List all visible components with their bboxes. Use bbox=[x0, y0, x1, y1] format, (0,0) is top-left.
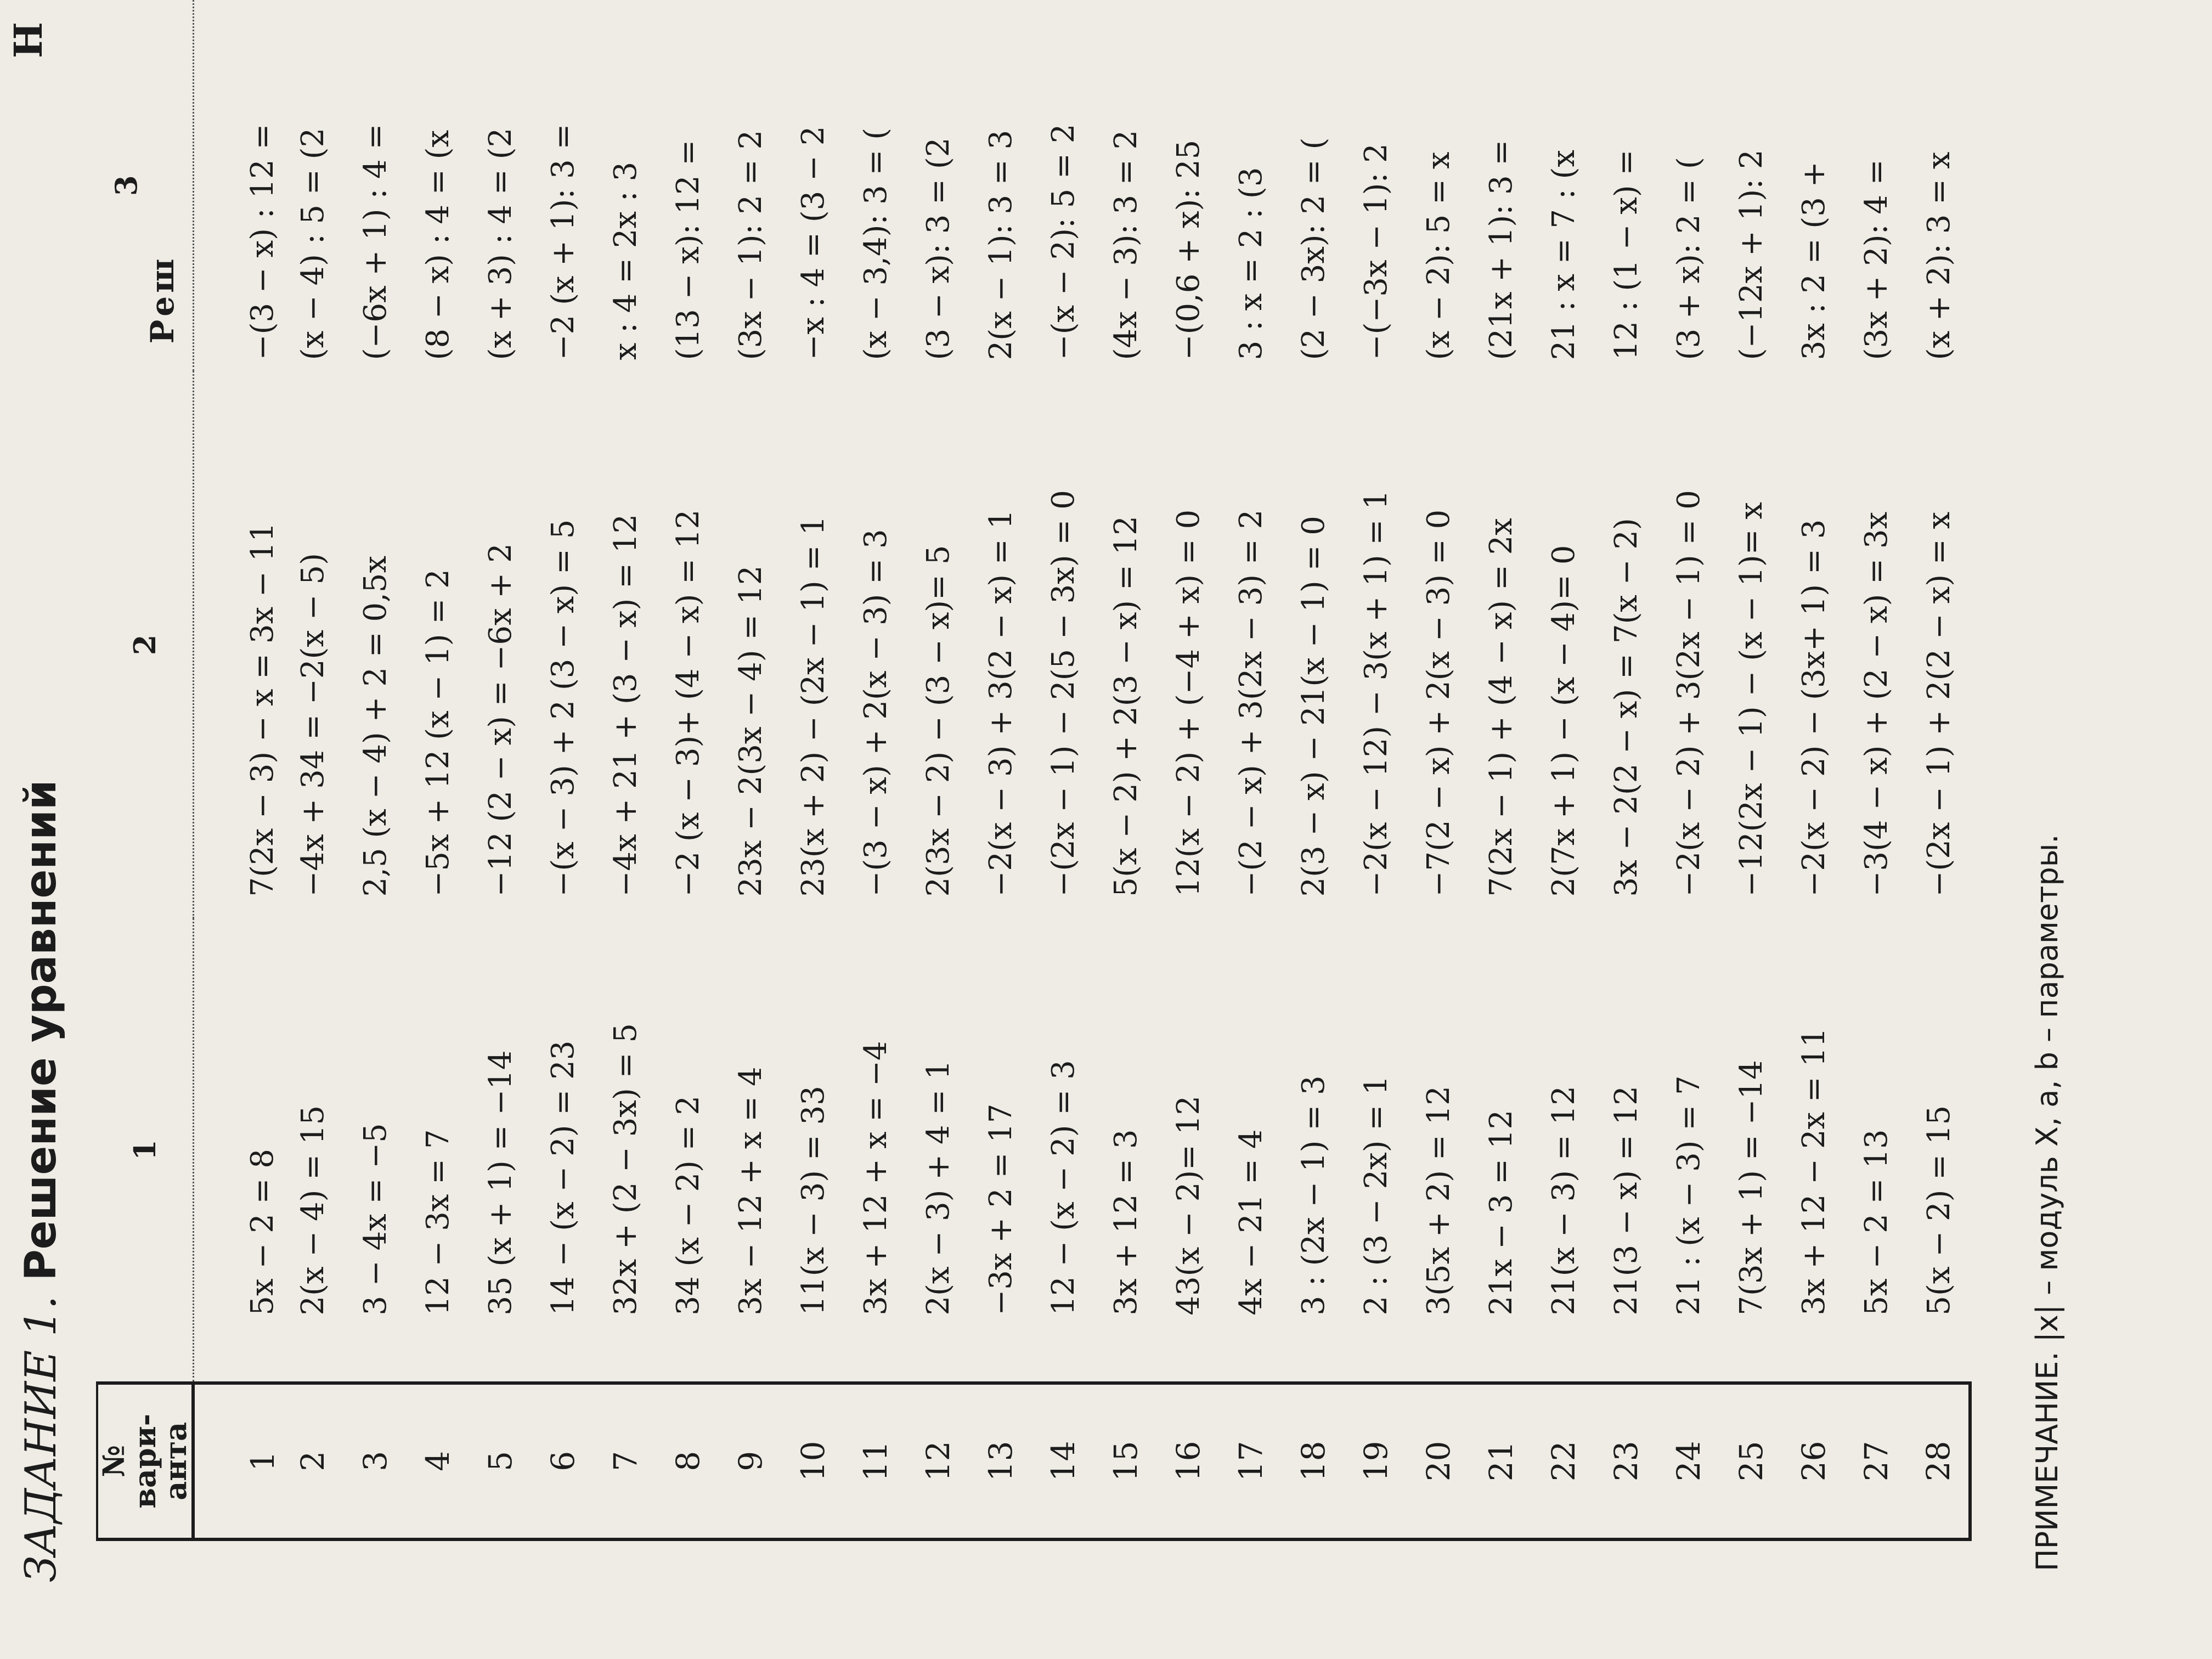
equation-col-2: −3(4 − x) + (2 − x) = 3x bbox=[1858, 511, 1894, 897]
table-row bbox=[1657, 0, 1720, 1539]
table-row bbox=[1407, 0, 1470, 1539]
variant-number: 23 bbox=[1595, 1383, 1657, 1539]
table-row bbox=[1094, 0, 1157, 1539]
equation-col-3: (x − 2): 5 = x bbox=[1420, 151, 1457, 360]
equation-col-1: 21x − 3 = 12 bbox=[1483, 1109, 1519, 1316]
equation-col-3: (x + 2): 3 = x bbox=[1921, 151, 1957, 360]
column-2-header: 2 bbox=[97, 371, 193, 918]
equation-col-3: −2 (x + 1): 3 = bbox=[545, 123, 581, 360]
equation-col-2: 12(x − 2) + (−4 + x) = 0 bbox=[1170, 509, 1206, 897]
variant-number: 16 bbox=[1157, 1383, 1220, 1539]
table-row bbox=[1157, 0, 1220, 1539]
equation-col-3: (x − 4) : 5 = (2 bbox=[295, 127, 331, 360]
table-row bbox=[1032, 0, 1094, 1539]
equation-col-3: (x + 3) : 4 = (2 bbox=[482, 127, 518, 360]
equation-col-1: 11(x − 3) = 33 bbox=[795, 1086, 831, 1316]
equation-col-2: −(2x − 1) − 2(5 − 3x) = 0 bbox=[1045, 490, 1081, 897]
equation-col-3: (3 + x): 2 = ( bbox=[1671, 157, 1707, 360]
variant-number: 6 bbox=[532, 1383, 594, 1539]
equation-col-3: −(x − 2): 5 = 2 bbox=[1045, 123, 1081, 360]
equation-col-3: (21x + 1): 3 = bbox=[1483, 139, 1519, 360]
equation-col-3: −(0,6 + x): 25 bbox=[1170, 139, 1206, 360]
equation-col-3: (8 − x) : 4 = (x bbox=[420, 129, 456, 360]
column-3-subheader: Реш bbox=[143, 255, 181, 344]
equation-col-1: 3(5x + 2) = 12 bbox=[1420, 1086, 1457, 1316]
variant-number: 18 bbox=[1282, 1383, 1345, 1539]
variant-number: 12 bbox=[907, 1383, 969, 1539]
variant-number: 11 bbox=[844, 1383, 907, 1539]
equation-col-1: 3x − 12 + x = 4 bbox=[732, 1066, 769, 1316]
variant-number: 4 bbox=[407, 1383, 469, 1539]
table-row bbox=[969, 0, 1032, 1539]
table-row bbox=[594, 0, 657, 1539]
equation-col-3: (−12x + 1): 2 bbox=[1733, 149, 1769, 360]
variant-number: 2 bbox=[281, 1383, 344, 1539]
equation-col-2: −7(2 − x) + 2(x − 3) = 0 bbox=[1420, 509, 1457, 897]
equation-col-1: 35 (x + 1) = −14 bbox=[482, 1050, 518, 1316]
variant-number: 21 bbox=[1470, 1383, 1532, 1539]
equation-col-3: (2 − 3x): 2 = ( bbox=[1295, 137, 1331, 360]
variant-number: 28 bbox=[1908, 1383, 1970, 1539]
equation-col-2: −12(2x − 1) − (x − 1)= x bbox=[1733, 501, 1769, 897]
table-row bbox=[281, 0, 344, 1539]
column-1-header: 1 bbox=[97, 918, 193, 1383]
equation-col-1: 32x + (2 − 3x) = 5 bbox=[607, 1023, 644, 1316]
variant-number-header: № вари- анта bbox=[97, 1383, 193, 1539]
equation-col-3: (−6x + 1) : 4 = bbox=[357, 123, 393, 360]
equation-col-3: −(3 − x) : 12 = bbox=[244, 123, 280, 360]
equation-col-1: 2 : (3 − 2x) = 1 bbox=[1358, 1075, 1394, 1316]
task-label: ЗАДАНИЕ 1. bbox=[16, 1295, 66, 1582]
equation-col-1: 5(x − 2) = 15 bbox=[1921, 1105, 1957, 1316]
variant-number: 15 bbox=[1094, 1383, 1157, 1539]
equation-col-2: −4x + 34 = −2(x − 5) bbox=[295, 553, 331, 897]
column-3-header: 3 Реш bbox=[97, 0, 193, 371]
table-row bbox=[1470, 0, 1532, 1539]
table-row bbox=[1282, 0, 1345, 1539]
variant-number: 25 bbox=[1720, 1383, 1782, 1539]
equation-col-1: 2(x − 3) + 4 = 1 bbox=[920, 1060, 956, 1316]
variant-number: 26 bbox=[1782, 1383, 1845, 1539]
variant-number: 9 bbox=[719, 1383, 782, 1539]
footnote: ПРИМЕЧАНИЕ. |x| – модуль X, a, b – параметры. bbox=[2030, 834, 2064, 1571]
equation-col-1: 5x − 2 = 8 bbox=[244, 1149, 280, 1316]
equation-col-3: 12 : (1 − x) = bbox=[1608, 149, 1644, 360]
equation-col-1: 12 − (x − 2) = 3 bbox=[1045, 1060, 1081, 1316]
equation-col-2: −(2 − x) + 3(2x − 3) = 2 bbox=[1233, 509, 1269, 897]
equation-col-2: 2(3x − 2) − (3 − x)= 5 bbox=[920, 545, 956, 897]
equation-col-3: 2(x − 1): 3 = 3 bbox=[983, 129, 1019, 360]
equation-col-2: −5x + 12 (x − 1) = 2 bbox=[420, 569, 456, 897]
equation-col-3: (13 − x): 12 = bbox=[670, 139, 706, 360]
equation-col-2: −(x − 3) + 2 (3 − x) = 5 bbox=[545, 519, 581, 897]
variant-number: 20 bbox=[1407, 1383, 1470, 1539]
variant-number: 3 bbox=[344, 1383, 407, 1539]
equation-col-3: (4x − 3): 3 = 2 bbox=[1108, 129, 1144, 360]
equation-col-2: 5(x − 2) + 2(3 − x) = 12 bbox=[1108, 516, 1144, 897]
variant-number: 1 bbox=[193, 1383, 281, 1539]
table-body bbox=[193, 0, 1970, 1539]
equation-col-2: −2(x − 2) + 3(2x − 1) = 0 bbox=[1671, 490, 1707, 897]
table-row bbox=[907, 0, 969, 1539]
table-row bbox=[469, 0, 532, 1539]
equation-col-3: −(−3x − 1): 2 bbox=[1358, 143, 1394, 360]
equation-col-3: (x − 3,4): 3 = ( bbox=[857, 127, 894, 360]
equation-col-2: 7(2x − 3) − x = 3x − 11 bbox=[244, 522, 280, 897]
table-row bbox=[1845, 0, 1908, 1539]
equation-col-1: 12 − 3x = 7 bbox=[420, 1129, 456, 1316]
equation-col-1: 21(x − 3) = 12 bbox=[1545, 1086, 1582, 1316]
equations-table bbox=[96, 0, 1972, 1541]
equation-col-2: −(2x − 1) + 2(2 − x) = x bbox=[1921, 511, 1957, 897]
equation-col-2: 2(7x + 1) − (x − 4)= 0 bbox=[1545, 545, 1582, 897]
table-row bbox=[1782, 0, 1845, 1539]
equation-col-1: 21(3 − x) = 12 bbox=[1608, 1086, 1644, 1316]
equation-col-1: 3 − 4x = −5 bbox=[357, 1123, 393, 1316]
equation-col-2: −(3 − x) + 2(x − 3) = 3 bbox=[857, 529, 894, 897]
equation-col-2: 3x − 2(2 − x) = 7(x − 2) bbox=[1608, 518, 1644, 897]
equation-col-2: 2(3 − x) − 21(x − 1) = 0 bbox=[1295, 516, 1331, 897]
variant-number: 10 bbox=[782, 1383, 844, 1539]
equation-col-2: 7(2x − 1) + (4 − x) = 2x bbox=[1483, 518, 1519, 897]
equation-col-2: 2,5 (x − 4) + 2 = 0,5x bbox=[357, 555, 393, 897]
table-row bbox=[1595, 0, 1657, 1539]
table-header-row bbox=[97, 0, 193, 1539]
equation-col-1: 3x + 12 − 2x = 11 bbox=[1796, 1028, 1832, 1316]
equation-col-2: −2(x − 3) + 3(2 − x) = 1 bbox=[983, 509, 1019, 897]
table-row bbox=[1345, 0, 1407, 1539]
variant-number: 17 bbox=[1220, 1383, 1282, 1539]
equation-col-2: −2 (x − 3)+ (4 − x) = 12 bbox=[670, 509, 706, 897]
equation-col-2: −2(x − 2) − (3x+ 1) = 3 bbox=[1796, 519, 1832, 897]
equation-col-1: 21 : (x − 3) = 7 bbox=[1671, 1075, 1707, 1316]
page-title bbox=[16, 780, 66, 1582]
equation-col-3: x : 4 = 2x : 3 bbox=[607, 161, 644, 360]
table-row bbox=[193, 0, 281, 1539]
equation-col-1: 5x − 2 = 13 bbox=[1858, 1129, 1894, 1316]
equation-col-3: (3x + 2): 4 = bbox=[1858, 159, 1894, 360]
equation-col-1: 2(x − 4) = 15 bbox=[295, 1105, 331, 1316]
variant-number: 7 bbox=[594, 1383, 657, 1539]
table-row bbox=[1720, 0, 1782, 1539]
variant-number: 19 bbox=[1345, 1383, 1407, 1539]
equation-col-1: 43(x − 2)= 12 bbox=[1170, 1095, 1206, 1316]
equation-col-1: 3 : (2x − 1) = 3 bbox=[1295, 1075, 1331, 1316]
equation-col-2: 23x − 2(3x − 4) = 12 bbox=[732, 565, 769, 897]
table-row bbox=[844, 0, 907, 1539]
equation-col-3: (3x − 1): 2 = 2 bbox=[732, 129, 769, 360]
table-row bbox=[407, 0, 469, 1539]
equation-col-1: 3x + 12 = 3 bbox=[1108, 1129, 1144, 1316]
table-row bbox=[657, 0, 719, 1539]
equation-col-1: 14 − (x − 2) = 23 bbox=[545, 1040, 581, 1316]
table-row bbox=[782, 0, 844, 1539]
equation-col-2: 23(x + 2) − (2x − 1) = 1 bbox=[795, 516, 831, 897]
equation-col-3: 3x : 2 = (3 + bbox=[1796, 161, 1832, 360]
task-title: Решение уравнений bbox=[16, 780, 66, 1281]
equation-col-1: −3x + 2 = 17 bbox=[983, 1103, 1019, 1316]
equation-col-1: 4x − 21 = 4 bbox=[1233, 1129, 1269, 1316]
equation-col-2: −4x + 21 + (3 − x) = 12 bbox=[607, 514, 644, 897]
variant-number: 13 bbox=[969, 1383, 1032, 1539]
equation-col-2: −12 (2 − x) = −6x + 2 bbox=[482, 543, 518, 897]
table-row bbox=[719, 0, 782, 1539]
equation-col-3: 21 : x = 7 : (x bbox=[1545, 150, 1582, 360]
equation-col-1: 3x + 12 + x = −4 bbox=[857, 1041, 894, 1316]
table-row bbox=[1220, 0, 1282, 1539]
variant-number: 14 bbox=[1032, 1383, 1094, 1539]
equation-col-3: (3 − x): 3 = (2 bbox=[920, 137, 956, 360]
equation-col-1: 7(3x + 1) = −14 bbox=[1733, 1060, 1769, 1316]
variant-number: 22 bbox=[1532, 1383, 1595, 1539]
equation-col-2: −2(x − 12) − 3(x + 1) = 1 bbox=[1358, 490, 1394, 897]
table-row bbox=[344, 0, 407, 1539]
equation-col-3: 3 : x = 2 : (3 bbox=[1233, 167, 1269, 360]
variant-number: 5 bbox=[469, 1383, 532, 1539]
variant-number: 8 bbox=[657, 1383, 719, 1539]
corner-text: Н bbox=[5, 22, 51, 59]
variant-number: 27 bbox=[1845, 1383, 1908, 1539]
table-row bbox=[1908, 0, 1970, 1539]
equation-col-3: −x : 4 = (3 − 2 bbox=[795, 126, 831, 360]
table-row bbox=[532, 0, 594, 1539]
variant-number: 24 bbox=[1657, 1383, 1720, 1539]
equation-col-1: 34 (x − 2) = 2 bbox=[670, 1095, 706, 1316]
table-row bbox=[1532, 0, 1595, 1539]
